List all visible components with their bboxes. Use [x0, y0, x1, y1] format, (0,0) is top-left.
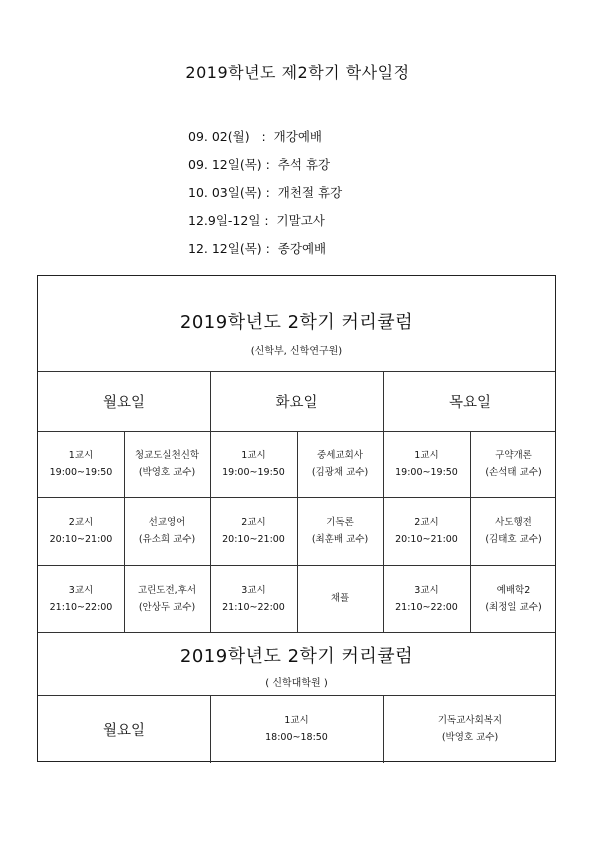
period-time: 18:00~18:50	[265, 732, 328, 743]
academic-schedule	[188, 122, 342, 262]
period-label: 1교시	[414, 450, 439, 461]
course-name: 기독교사회복지	[437, 715, 503, 726]
period-label: 1교시	[68, 450, 94, 461]
curriculum-table	[37, 275, 556, 762]
schedule-date: 12.9일-12일 :	[188, 213, 269, 228]
schedule-date: 09. 02(월) :	[188, 129, 266, 144]
curriculum-subtitle: ( 신학대학원 )	[265, 678, 328, 689]
schedule-item	[188, 206, 342, 234]
period-label: 2교시	[414, 517, 439, 528]
page-title: 2019학년도 제2학기 학사일정	[185, 63, 410, 82]
schedule-event: 기말고사	[268, 213, 325, 228]
period-time: 21:10~22:00	[49, 601, 113, 613]
schedule-item	[188, 234, 342, 262]
curriculum-title: 2019학년도 2학기 커리큘럼	[179, 646, 414, 667]
course-cell	[470, 431, 557, 497]
period-label: 1교시	[284, 715, 309, 726]
schedule-item	[188, 178, 342, 206]
curriculum-subtitle: (신학부, 신학연구원)	[250, 346, 343, 357]
course-cell	[297, 497, 383, 565]
day-header-monday: 월요일	[102, 722, 146, 739]
course-cell	[297, 431, 383, 497]
schedule-date: 12. 12일(목) :	[188, 241, 270, 256]
period-time: 19:00~19:50	[49, 467, 113, 478]
course-name: 중세교회사	[317, 450, 363, 461]
course-professor: (김태호 교수)	[485, 534, 542, 545]
course-professor: (박영호 교수)	[138, 467, 196, 478]
period-cell	[210, 695, 383, 763]
period-label: 1교시	[241, 450, 266, 461]
course-professor: (최훈배 교수)	[311, 534, 369, 545]
curriculum-title: 2019학년도 2학기 커리큘럼	[179, 312, 414, 333]
period-cell	[210, 497, 297, 565]
period-label: 3교시	[414, 584, 439, 596]
period-cell	[383, 431, 470, 497]
period-time: 20:10~21:00	[222, 534, 285, 545]
course-cell	[470, 497, 557, 565]
period-label: 3교시	[241, 584, 266, 596]
day-header-tuesday: 화요일	[275, 394, 318, 411]
period-time: 20:10~21:00	[395, 534, 458, 545]
schedule-event: 개천절 휴강	[269, 185, 343, 200]
period-time: 20:10~21:00	[49, 534, 113, 545]
course-name: 채플	[330, 593, 350, 604]
course-professor: (안상두 교수)	[138, 601, 196, 613]
period-label: 3교시	[68, 584, 94, 596]
period-cell	[38, 565, 124, 632]
schedule-date: 09. 12일(목) :	[188, 157, 270, 172]
schedule-event: 추석 휴강	[269, 157, 331, 172]
period-label: 2교시	[68, 517, 94, 528]
schedule-date: 10. 03일(목) :	[188, 185, 270, 200]
course-cell	[124, 497, 210, 565]
period-time: 19:00~19:50	[395, 467, 458, 478]
schedule-event: 종강예배	[269, 241, 327, 256]
course-name: 구약개론	[495, 450, 532, 461]
course-name: 기독론	[326, 517, 354, 528]
course-name: 고린도전,후서	[137, 584, 197, 596]
period-time: 21:10~22:00	[395, 601, 458, 613]
course-cell	[470, 565, 557, 632]
period-time: 21:10~22:00	[222, 601, 285, 613]
course-cell	[297, 565, 383, 632]
period-cell	[210, 565, 297, 632]
course-professor: (최정일 교수)	[485, 601, 542, 613]
schedule-item	[188, 122, 342, 150]
course-cell	[124, 565, 210, 632]
period-cell	[210, 431, 297, 497]
course-professor: (박영호 교수)	[441, 732, 499, 743]
day-header-thursday: 목요일	[448, 394, 492, 411]
period-cell	[38, 497, 124, 565]
course-name: 예배학2	[496, 584, 531, 596]
course-cell	[124, 431, 210, 497]
period-time: 19:00~19:50	[222, 467, 285, 478]
course-professor: (유소희 교수)	[138, 534, 196, 545]
schedule-event: 개강예배	[265, 129, 322, 144]
course-professor: (손석태 교수)	[485, 467, 542, 478]
course-name: 청교도실천신학	[134, 450, 200, 461]
course-professor: (김광채 교수)	[311, 467, 369, 478]
period-cell	[383, 565, 470, 632]
course-name: 사도행전	[495, 517, 532, 528]
period-cell	[383, 497, 470, 565]
day-header-monday: 월요일	[102, 394, 146, 411]
schedule-item	[188, 150, 342, 178]
course-cell	[383, 695, 557, 763]
course-name: 선교영어	[148, 517, 186, 528]
period-label: 2교시	[241, 517, 266, 528]
table-divider	[38, 632, 555, 633]
period-cell	[38, 431, 124, 497]
